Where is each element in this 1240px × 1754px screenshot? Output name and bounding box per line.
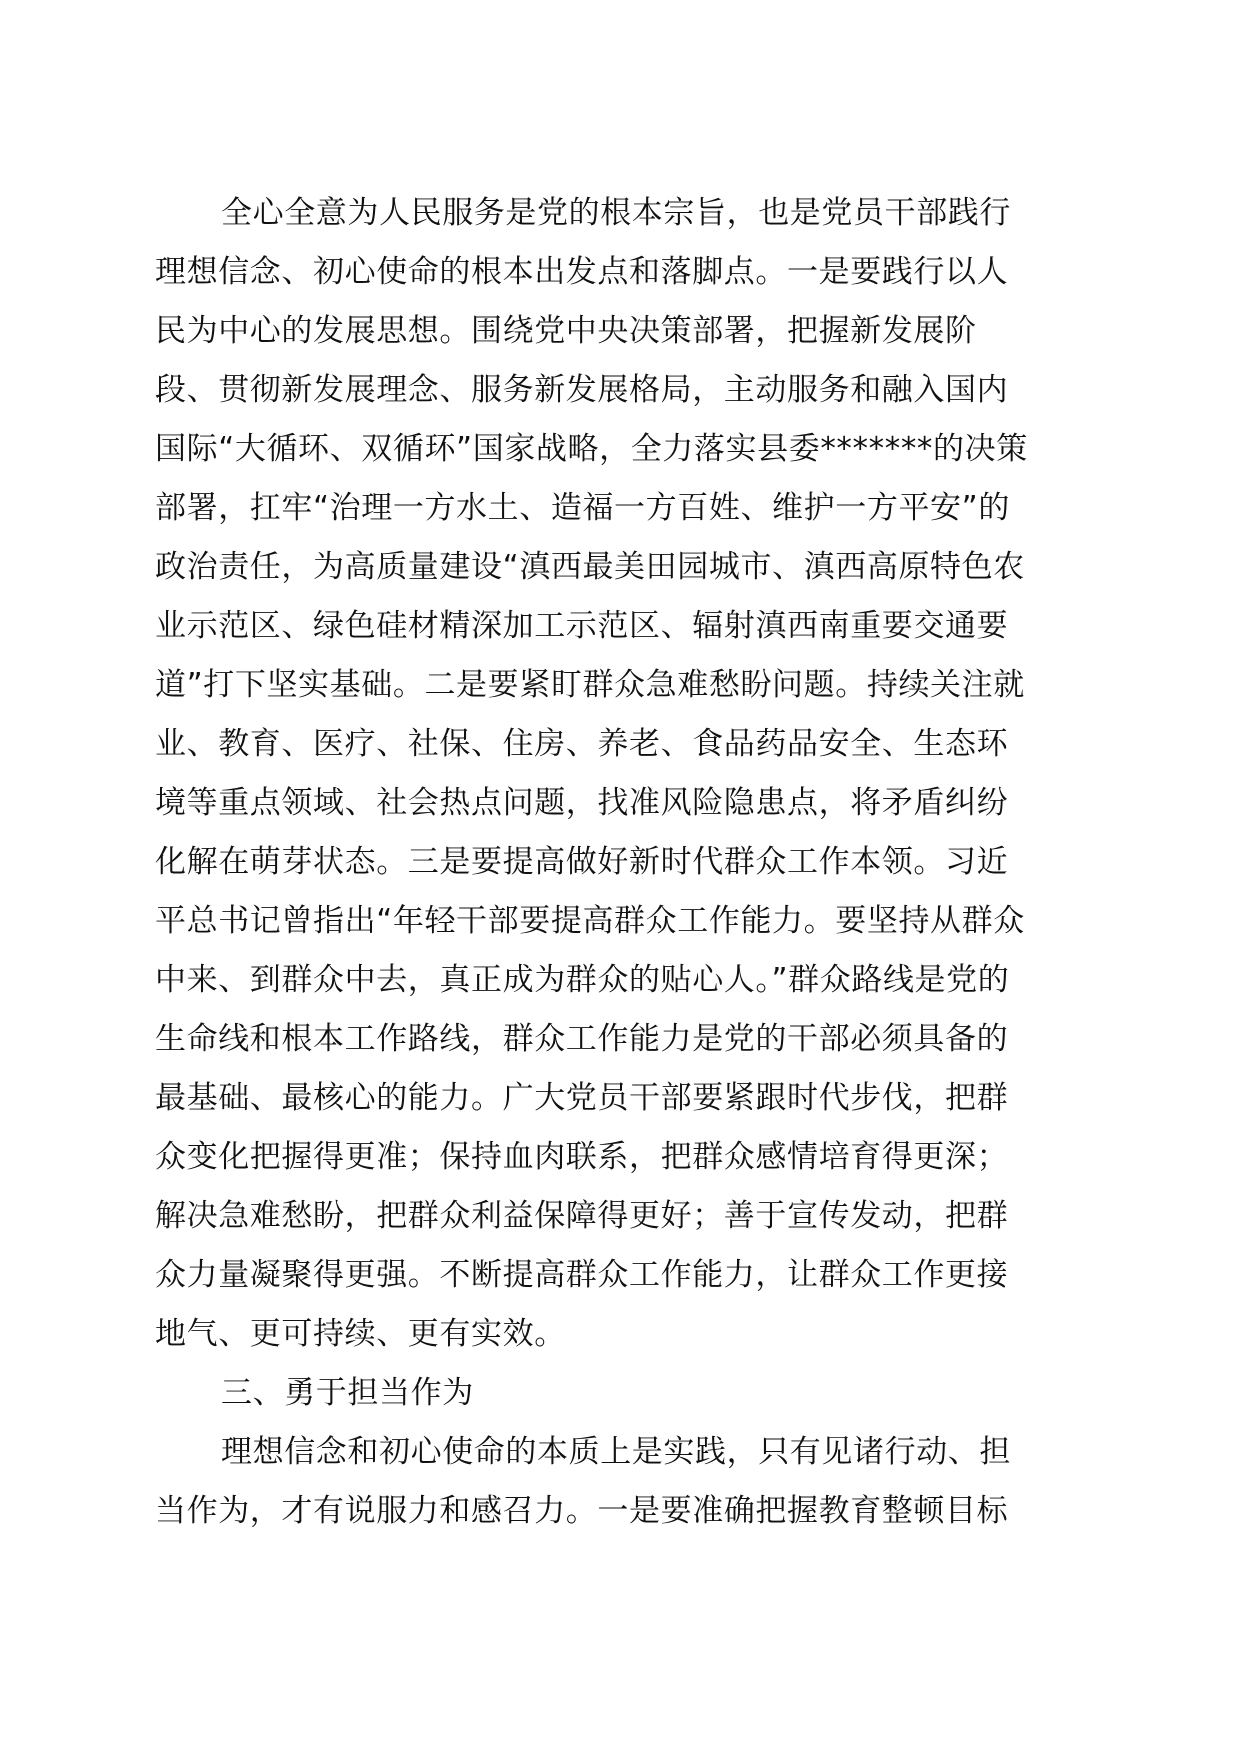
text-line: 政治责任，为高质量建设“滇西最美田园城市、滇西高原特色农 [155, 549, 1025, 585]
text-line: 民为中心的发展思想。围绕党中央决策部署，把握新发展阶 [155, 313, 977, 349]
text-line: 业、教育、医疗、社保、住房、养老、食品药品安全、生态环 [155, 726, 1009, 762]
text-line: 全心全意为人民服务是党的根本宗旨，也是党员干部践行 [221, 195, 1011, 231]
text-line: 段、贯彻新发展理念、服务新发展格局，主动服务和融入国内 [155, 372, 1009, 408]
text-line: 最基础、最核心的能力。广大党员干部要紧跟时代步伐，把群 [155, 1080, 1009, 1116]
text-line: 当作为，才有说服力和感召力。一是要准确把握教育整顿目标 [155, 1493, 1009, 1529]
section-heading-3: 三、勇于担当作为 [221, 1375, 474, 1411]
text-line: 地气、更可持续、更有实效。 [155, 1316, 566, 1352]
text-line: 众变化把握得更准；保持血肉联系，把群众感情培育得更深； [155, 1139, 1009, 1175]
paragraph-service-people [155, 184, 1075, 1364]
document-body [155, 184, 1075, 1541]
text-line: 业示范区、绿色硅材精深加工示范区、辐射滇西南重要交通要 [155, 608, 1009, 644]
text-line: 部署，扛牢“治理一方水土、造福一方百姓、维护一方平安”的 [155, 490, 1010, 526]
text-line: 化解在萌芽状态。三是要提高做好新时代群众工作本领。习近 [155, 844, 1009, 880]
text-line: 理想信念、初心使命的根本出发点和落脚点。一是要践行以人 [155, 254, 1009, 290]
text-line: 境等重点领域、社会热点问题，找准风险隐患点，将矛盾纠纷 [155, 785, 1009, 821]
text-line: 道”打下坚实基础。二是要紧盯群众急难愁盼问题。持续关注就 [155, 667, 1025, 703]
text-line: 解决急难愁盼，把群众利益保障得更好；善于宣传发动，把群 [155, 1198, 1009, 1234]
text-line: 生命线和根本工作路线，群众工作能力是党的干部必须具备的 [155, 1021, 1009, 1057]
paragraph-take-responsibility [155, 1423, 1075, 1541]
text-line: 中来、到群众中去，真正成为群众的贴心人。”群众路线是党的 [155, 962, 1010, 998]
text-line: 国际“大循环、双循环”国家战略，全力落实县委*******的决策 [155, 431, 1028, 467]
text-line: 众力量凝聚得更强。不断提高群众工作能力，让群众工作更接 [155, 1257, 1009, 1293]
text-line: 平总书记曾指出“年轻干部要提高群众工作能力。要坚持从群众 [155, 903, 1025, 939]
text-line: 理想信念和初心使命的本质上是实践，只有见诸行动、担 [221, 1434, 1011, 1470]
